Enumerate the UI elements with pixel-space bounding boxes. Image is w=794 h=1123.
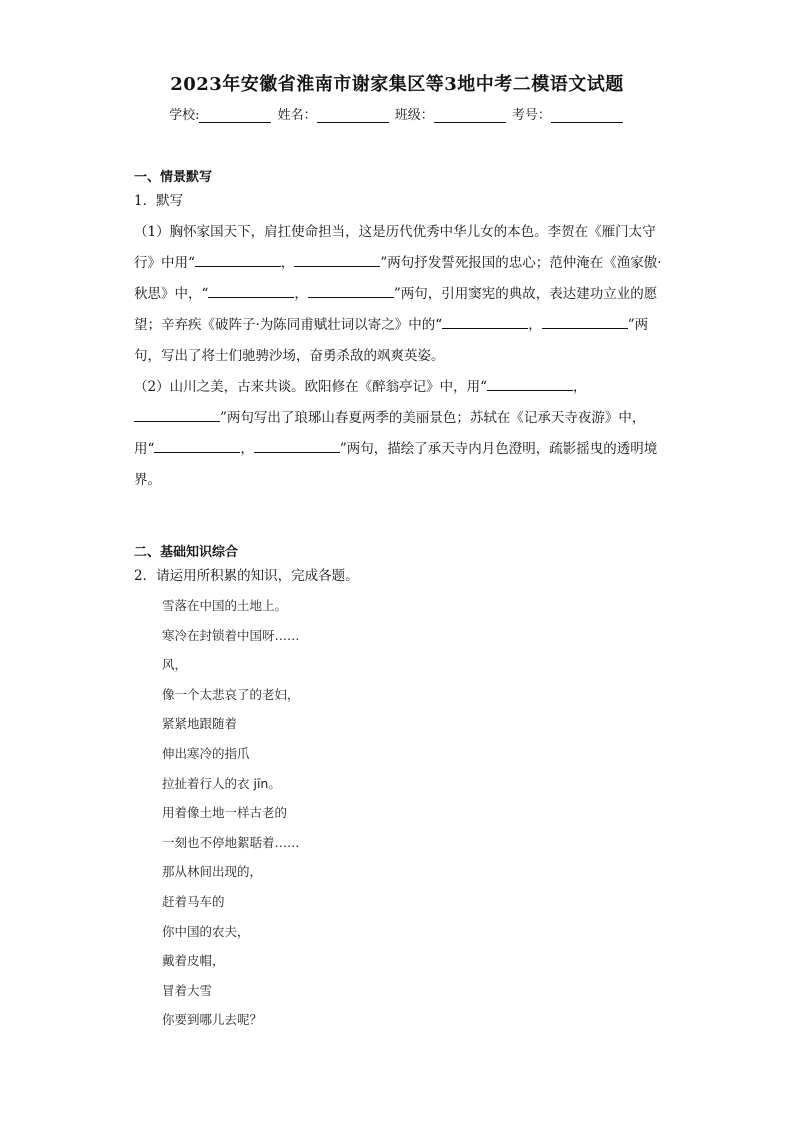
text-span: （2）山川之美，古来共谈。欧阳修在《醉翁亭记》中，用“ xyxy=(134,379,487,395)
poem-line: 风， xyxy=(162,657,188,673)
answer-blank[interactable] xyxy=(294,253,380,267)
text-span: ”两句，描绘了承天寺内月色澄明，疏影摇曳的透明境界。 xyxy=(134,441,658,488)
class-blank[interactable] xyxy=(434,110,506,123)
poem-line: 赶着马车的 xyxy=(162,893,225,909)
student-info-line xyxy=(0,104,794,123)
answer-blank[interactable] xyxy=(208,284,294,298)
answer-blank[interactable] xyxy=(487,377,573,391)
text-span: ”两句写出了琅琊山春夏两季的美丽景色；苏轼在《记承天寺夜游》中，用“ xyxy=(134,410,646,457)
question-1-part-1 xyxy=(134,217,662,372)
poem-line: 冒着大雪 xyxy=(162,982,213,998)
text-span: ”两句，写出了将士们驰骋沙场，奋勇杀敌的飒爽英姿。 xyxy=(134,317,649,364)
name-label: 姓名： xyxy=(277,108,317,123)
text-span: ”两句抒发誓死报国的忠心；范仲淹在《渔家傲·秋思》中，“ xyxy=(134,255,662,302)
answer-blank[interactable] xyxy=(442,315,528,329)
text-span: ， xyxy=(573,379,587,395)
poem-line: 雪落在中国的土地上。 xyxy=(162,598,288,613)
page-title: 2023年安徽省淮南市谢家集区等3地中考二模语文试题 xyxy=(170,74,624,95)
poem-line: 寒冷在封锁着中国呀…… xyxy=(162,627,300,643)
question-1-label: 1．默写 xyxy=(134,193,184,209)
answer-blank[interactable] xyxy=(195,253,281,267)
text-span: ， xyxy=(528,317,542,333)
poem-line: 伸出寒冷的指爪 xyxy=(162,745,250,761)
answer-blank[interactable] xyxy=(134,408,220,422)
class-label: 班级： xyxy=(394,108,434,123)
poem-line: 一刻也不停地絮聒着…… xyxy=(162,834,300,850)
poem-block xyxy=(162,591,300,1035)
text-span: ， xyxy=(294,286,308,302)
poem-line: 像一个太悲哀了的老妇， xyxy=(162,686,300,702)
text-span: （1）胸怀家国天下，肩扛使命担当，这是历代优秀中华儿女的本色。李贺在《雁门太守行》中用“ xyxy=(134,224,656,271)
poem-line: 那从林间出现的， xyxy=(162,864,263,880)
poem-line: 你要到哪儿去呢？ xyxy=(162,1012,263,1028)
exam-no-blank[interactable] xyxy=(551,110,623,123)
answer-blank[interactable] xyxy=(254,439,340,453)
answer-blank[interactable] xyxy=(308,284,394,298)
section-heading-1: 一、情景默写 xyxy=(134,170,213,185)
text-span: ， xyxy=(280,255,295,271)
poem-line: 你中国的农夫， xyxy=(162,923,250,939)
school-label: 学校: xyxy=(169,108,200,123)
poem-line: 拉扯着行人的衣 jīn。 xyxy=(162,775,281,791)
answer-blank[interactable] xyxy=(542,315,628,329)
name-blank[interactable] xyxy=(317,110,389,123)
poem-line: 戴着皮帽， xyxy=(162,953,225,969)
section-heading-2: 二、基础知识综合 xyxy=(134,545,239,560)
question-2-label: 2．请运用所积累的知识，完成各题。 xyxy=(134,568,359,584)
school-blank[interactable] xyxy=(199,110,271,123)
question-1-part-2 xyxy=(134,372,662,496)
text-span: ”两句，引用窦宪的典故，表达建功立业的愿望；辛弃疾《破阵子·为陈同甫赋壮词以寄之》中的“ xyxy=(134,286,658,333)
answer-blank[interactable] xyxy=(154,439,240,453)
poem-line: 紧紧地跟随着 xyxy=(162,716,238,732)
poem-line: 用着像土地一样古老的 xyxy=(162,805,288,821)
text-span: ， xyxy=(240,441,254,457)
exam-no-label: 考号： xyxy=(511,108,551,123)
